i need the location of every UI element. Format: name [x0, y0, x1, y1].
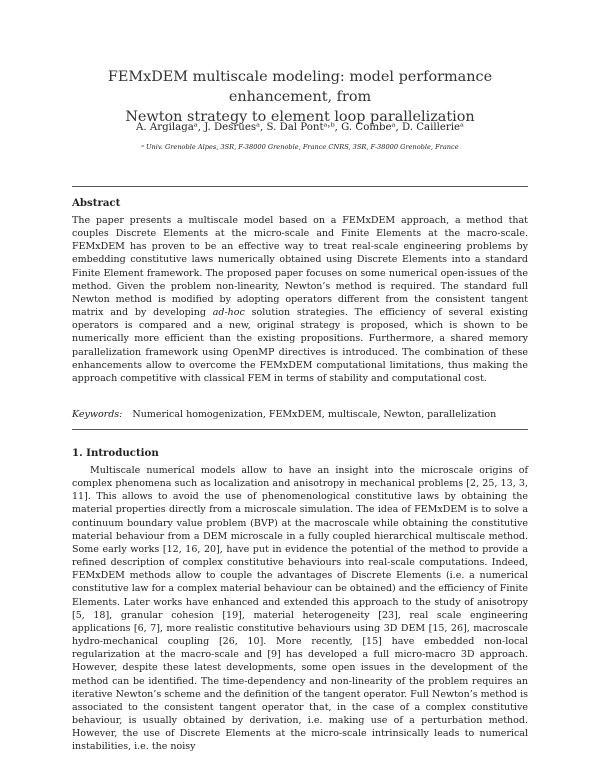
bottom-divider: [72, 429, 528, 430]
affiliation: ᵃ Univ. Grenoble Alpes, 3SR, F-38000 Grenoble, France CNRS, 3SR, F-38000 Grenoble, France: [141, 143, 459, 151]
abstract-text-part-2: solution strategies. The efficiency of several existing operators is compared and a new, original strategy is proposed, which is shown to be numerically more efficient than the existing propositions. Furthermore, a shared memory parallelization framework using OpenMP directives is introduced. The combination of these enhancements allow to overcome the FEMxDEM computational limitations, thus making the approach competitive with classical FEM in terms of stability and computational cost.: [72, 307, 529, 384]
introduction-text: Multiscale numerical models allow to have an insight into the microscale origins of complex phenomena such as localization and anisotropy in mechanical problems [2, 25, 13, 3, 11]. This allows to avoid the use of phenomenological constitutive laws by obtaining the material properties directly from a microscale simulation. The idea of FEMxDEM is to solve a continuum boundary value problem (BVP) at the macroscale while obtaining the constitutive material behaviour from a DEM microscale in a fully coupled hierarchical multiscale method. Some early works [12, 16, 20], have put in evidence the potential of the method to provide a refined description of complex constitutive behaviours into real-scale computations. Indeed, FEMxDEM methods allow to couple the advantages of Discrete Elements (i.e. a numerical constitutive law for a complex material behaviour can be obtained) and the efficiency of Finite Elements. Later works have enhanced and extended this approach to the study of anisotropy [5, 18], granular cohesion [19], material heterogeneity [23], real scale engineering applications [6, 7], more realistic constitutive behaviours using 3D DEM [15, 26], macroscale hydro-mechanical coupling [26, 10]. More recently, [15] have embedded non-local regularization at the macro-scale and [9] has developed a full micro-macro 3D approach. However, despite these latest developments, some open issues in the development of the method can be identified. The time-dependency and non-linearity of the problem requires an iterative Newton’s scheme and the definition of the tangent operator. Full Newton’s method is associated to the consistent tangent operator that, in the case of a complex constitutive behaviour, is usually obtained by derivation, i.e. making use of a perturbation method. However, the use of Discrete Elements at the micro-scale intrinsically leads to numerical instabilities, i.e. the noisy: [72, 465, 528, 753]
abstract-text: [72, 214, 528, 385]
paper-title: [60, 67, 540, 127]
top-divider: [72, 186, 528, 187]
title-line-1: FEMxDEM multiscale modeling: model performance enhancement, from: [107, 69, 493, 105]
introduction-heading: 1. Introduction: [72, 447, 159, 459]
abstract-heading: Abstract: [72, 197, 121, 209]
abstract-text-part-1: The paper presents a multiscale model based on a FEMxDEM approach, a method that couples Discrete Elements at the micro-scale and Finite Elements at the macro-scale. FEMxDEM has proven to be an effective way to treat real-scale engineering problems by embedding constitutive laws numerically obtained using Discrete Elements into a standard Finite Element framework. The proposed paper focuses on some numerical open-issues of the method. Given the problem non-linearity, Newton’s method is required. The standard full Newton method is modified by adopting operators different from the consistent tangent matrix and by developing: [72, 215, 528, 319]
keywords-text: Numerical homogenization, FEMxDEM, multiscale, Newton, parallelization: [132, 409, 497, 420]
keywords: [72, 408, 528, 421]
title-line-2: Newton strategy to element loop parallelization: [125, 109, 475, 125]
keywords-label: Keywords:: [72, 409, 123, 420]
abstract-text-italic: ad-hoc: [212, 307, 245, 319]
author-list: A. Argilagaᵃ, J. Desruesᵃ, S. Dal Pontᵃ˒ᵇ, G. Combeᵃ, D. Caillerieᵃ: [136, 122, 464, 133]
